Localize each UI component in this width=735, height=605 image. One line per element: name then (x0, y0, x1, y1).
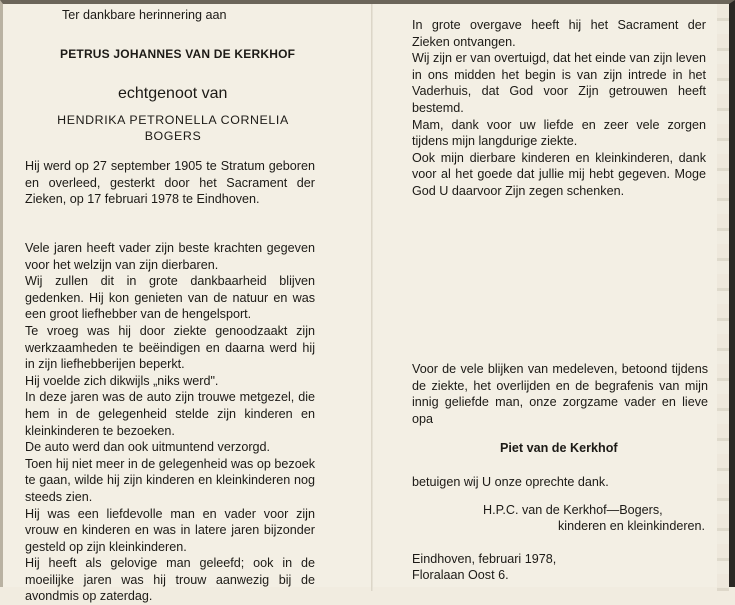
faith-line: In grote overgave heeft hij het Sacrament der Zieken ontvangen. (412, 18, 706, 49)
life-story-line: Wij zullen dit in grote dankbaarheid blijven gedenken. Hij kon genieten van de natuur en was een groot liefhebber van de hengelsport. (25, 274, 315, 322)
thanks-line: betuigen wij U onze oprechte dank. (412, 475, 609, 489)
life-story-line: Hij voelde zich dikwijls „niks werd". (25, 373, 219, 388)
thanks-block (412, 361, 708, 427)
spouse-name-line1: HENDRIKA PETRONELLA CORNELIA (57, 113, 289, 127)
faith-paragraphs (412, 17, 706, 200)
thanks-text: Voor de vele blijken van medeleven, betoond tijdens de ziekte, het overlijden en de begrafenis van mijn innig geliefde man, onze zorgzame vader en lieve opa (412, 362, 708, 426)
deceased-name: PETRUS JOHANNES VAN DE KERKHOF (60, 47, 296, 61)
faith-line: Ook mijn dierbare kinderen en kleinkinderen, dank voor al het goede dat jullie mij hebt gegeven. Moge God U daarvoor Zijn zegen schenken. (412, 150, 706, 198)
life-story-line: In deze jaren was de auto zijn trouwe metgezel, die hem in de gelegenheid stelde zijn kinderen en kleinkinderen te bezoeken. (25, 390, 315, 438)
life-story-line: Vele jaren heeft vader zijn beste krachten gegeven voor het welzijn van zijn dierbaren. (25, 241, 315, 272)
life-story-line: Hij was een liefdevolle man en vader voor zijn vrouw en kinderen en was in latere jaren bijzonder gesteld op zijn kleinkinderen. (25, 506, 315, 554)
birth-death-paragraph (25, 158, 315, 208)
relation-line: echtgenoot van (118, 85, 228, 102)
family-line1: H.P.C. van de Kerkhof—Bogers, (483, 503, 663, 517)
place-date: Eindhoven, februari 1978, (412, 552, 557, 566)
life-story (25, 240, 315, 605)
life-story-line: De auto werd dan ook uitmuntend verzorgd. (25, 440, 271, 455)
signatory-name: Piet van de Kerkhof (500, 441, 618, 455)
life-story-line: Toen hij niet meer in de gelegenheid was op bezoek te gaan, wilde hij zijn kinderen en kleinkinderen nog steeds zien. (25, 456, 315, 504)
faith-line: Wij zijn er van overtuigd, dat het einde van zijn leven in ons midden het begin is van zijn intrede in het Vaderhuis, dat God voor Zijn getrouwen heeft bestemd. (412, 51, 706, 115)
life-story-line: Hij heeft als gelovige man geleefd; ook in de moeilijke jaren was hij trouw aanwezig bij de avondmis op zaterdag. (25, 556, 315, 604)
torn-edge (717, 4, 729, 591)
address: Floralaan Oost 6. (412, 568, 509, 582)
family-line2: kinderen en kleinkinderen. (558, 519, 706, 533)
spouse-name-line2: BOGERS (144, 129, 202, 143)
faith-line: Mam, dank voor uw liefde en zeer vele zorgen tijdens mijn langdurige ziekte. (412, 117, 706, 149)
center-fold (371, 4, 373, 591)
birth-death-text: Hij werd op 27 september 1905 te Stratum geboren en overleed, gesterkt door het Sacrament der Zieken, op 17 februari 1978 te Eindhoven. (25, 159, 315, 207)
intro-line: Ter dankbare herinnering aan (62, 8, 227, 22)
life-story-line: Te vroeg was hij door ziekte genoodzaakt zijn werkzaamheden te beëindigen en daarna werd hij in zijn liefhebberijen beperkt. (25, 323, 315, 372)
